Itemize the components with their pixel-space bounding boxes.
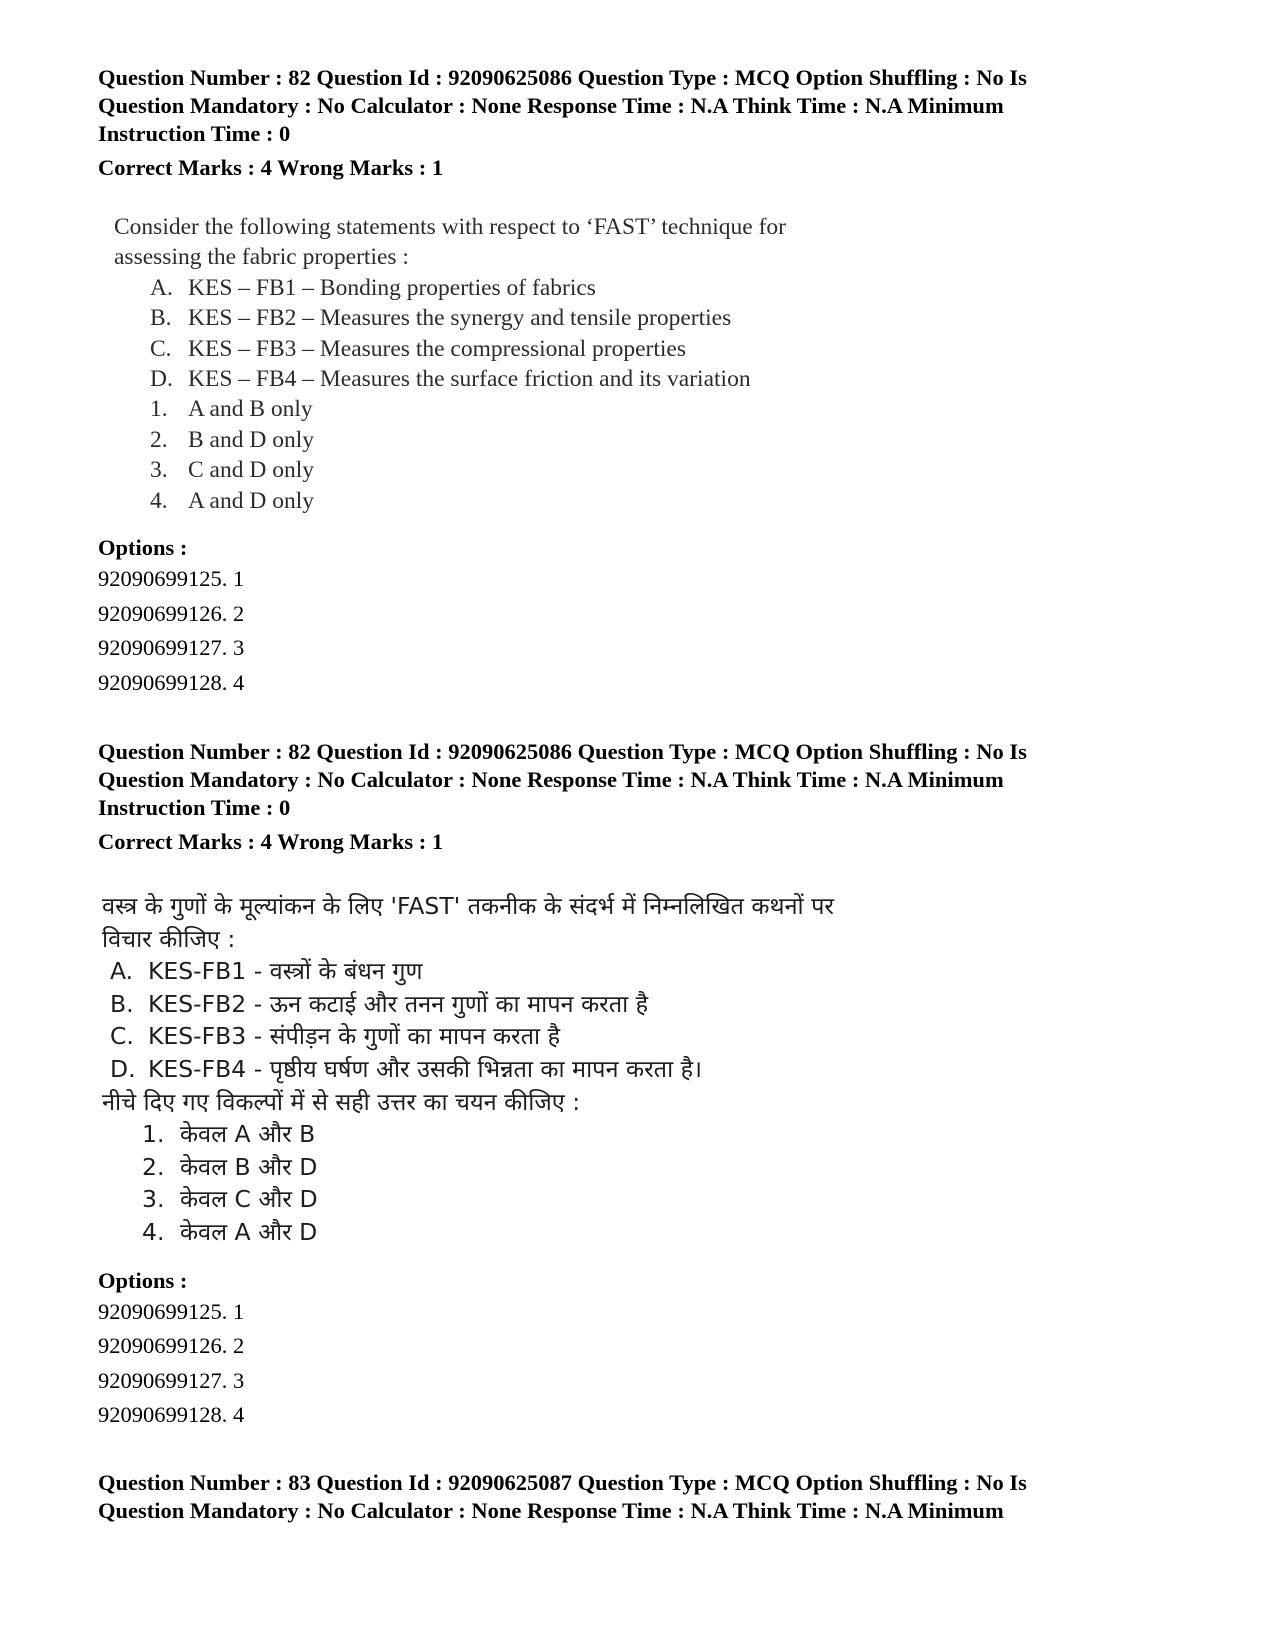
choice-text: C and D only [188, 457, 314, 484]
meta-line: Instruction Time : 0 [98, 121, 291, 146]
choice-label: 2. [142, 1152, 165, 1181]
statement-item [114, 273, 1178, 303]
marks-line: Correct Marks : 4 Wrong Marks : 1 [98, 829, 444, 855]
option-item: 92090699126. 2 [98, 1333, 245, 1359]
statement-item [114, 364, 1178, 394]
statement-label: A. [110, 957, 134, 986]
spacer [98, 1433, 1178, 1469]
question-block-next [98, 1469, 1178, 1525]
choice-item [102, 1216, 1178, 1249]
choice-text: केवल A और D [180, 1218, 318, 1246]
question-block-english [98, 64, 1178, 700]
question-block-hindi [98, 738, 1178, 1433]
choice-item [114, 455, 1178, 485]
statement-text: KES-FB2 - ऊन कटाई और तनन गुणों का मापन करता है [148, 989, 649, 1018]
question-stem: assessing the fabric properties : [114, 244, 409, 271]
option-item: 92090699125. 1 [98, 566, 245, 592]
choice-item [114, 394, 1178, 424]
choice-item [102, 1151, 1178, 1184]
options-title: Options : [98, 535, 188, 561]
statement-text: KES – FB4 – Measures the surface friction and its variation [188, 366, 751, 393]
question-meta [98, 738, 1178, 822]
question-meta [98, 1469, 1178, 1525]
question-meta [98, 64, 1178, 148]
statement-item [102, 1020, 1178, 1053]
question-instruction: नीचे दिए गए विकल्पों में से सही उत्तर का चयन कीजिए : [102, 1087, 581, 1116]
option-item: 92090699125. 1 [98, 1298, 245, 1324]
statement-label: C. [150, 335, 172, 362]
statement-label: D. [110, 1055, 136, 1084]
meta-line: Question Number : 83 Question Id : 92090625087 Question Type : MCQ Option Shuffling : No Is [98, 1469, 1027, 1495]
statement-label: B. [150, 305, 172, 332]
statement-label: A. [150, 274, 173, 301]
meta-line: Question Mandatory : No Calculator : None Response Time : N.A Think Time : N.A Minimum [98, 1497, 1004, 1523]
statement-text: KES-FB4 - पृष्ठीय घर्षण और उसकी भिन्नता का मापन करता है। [148, 1055, 703, 1084]
meta-line: Question Mandatory : No Calculator : None Response Time : N.A Think Time : N.A Minimum [98, 767, 1004, 793]
statement-item [114, 334, 1178, 364]
statement-item [102, 988, 1178, 1021]
option-item: 92090699127. 3 [98, 635, 245, 661]
choice-item [102, 1118, 1178, 1151]
statement-text: KES – FB2 – Measures the synergy and tensile properties [188, 305, 732, 332]
option-item: 92090699126. 2 [98, 600, 245, 626]
marks-line: Correct Marks : 4 Wrong Marks : 1 [98, 155, 444, 180]
spacer [98, 700, 1178, 738]
statement-text: KES-FB1 - वस्त्रों के बंधन गुण [148, 957, 423, 986]
option-item: 92090699128. 4 [98, 669, 245, 695]
choice-label: 4. [142, 1218, 165, 1246]
question-image-english [114, 212, 1178, 516]
statement-label: D. [150, 366, 173, 393]
choice-label: 1. [150, 396, 168, 423]
question-stem: वस्त्र के गुणों के मूल्यांकन के लिए 'FAST' तकनीक के संदर्भ में निम्नलिखित कथनों पर [102, 892, 835, 921]
choice-label: 1. [142, 1120, 165, 1149]
statement-label: C. [110, 1022, 134, 1051]
choice-label: 2. [150, 426, 168, 453]
meta-line: Question Number : 82 Question Id : 92090625086 Question Type : MCQ Option Shuffling : No Is [98, 65, 1027, 90]
options-list [98, 562, 1178, 700]
choice-text: A and D only [188, 487, 314, 514]
question-image-hindi [102, 890, 1178, 1249]
option-item: 92090699128. 4 [98, 1402, 245, 1428]
choice-text: B and D only [188, 426, 314, 453]
choice-label: 4. [150, 487, 168, 514]
statement-text: KES – FB1 – Bonding properties of fabrics [188, 274, 596, 301]
choice-text: केवल B और D [180, 1152, 318, 1181]
statement-text: KES-FB3 - संपीड़न के गुणों का मापन करता है [148, 1022, 561, 1051]
choice-text: केवल A और B [180, 1120, 316, 1149]
statement-item [102, 955, 1178, 988]
choice-item [114, 486, 1178, 516]
meta-line: Question Mandatory : No Calculator : None Response Time : N.A Think Time : N.A Minimum [98, 93, 1004, 118]
statement-item [114, 303, 1178, 333]
option-item: 92090699127. 3 [98, 1367, 245, 1393]
question-stem: Consider the following statements with respect to ‘FAST’ technique for [114, 214, 786, 240]
options-list [98, 1295, 1178, 1433]
meta-line: Instruction Time : 0 [98, 795, 291, 821]
statement-label: B. [110, 989, 134, 1018]
statement-text: KES – FB3 – Measures the compressional properties [188, 335, 686, 362]
choice-text: A and B only [188, 396, 313, 423]
document-page [98, 64, 1178, 1525]
choice-item [114, 425, 1178, 455]
options-title: Options : [98, 1267, 188, 1293]
choice-label: 3. [150, 457, 168, 484]
choice-label: 3. [142, 1185, 165, 1214]
statement-item [102, 1053, 1178, 1086]
choice-item [102, 1183, 1178, 1216]
meta-line: Question Number : 82 Question Id : 92090625086 Question Type : MCQ Option Shuffling : No Is [98, 739, 1027, 765]
question-stem: विचार कीजिए : [102, 924, 236, 953]
choice-text: केवल C और D [180, 1185, 318, 1214]
